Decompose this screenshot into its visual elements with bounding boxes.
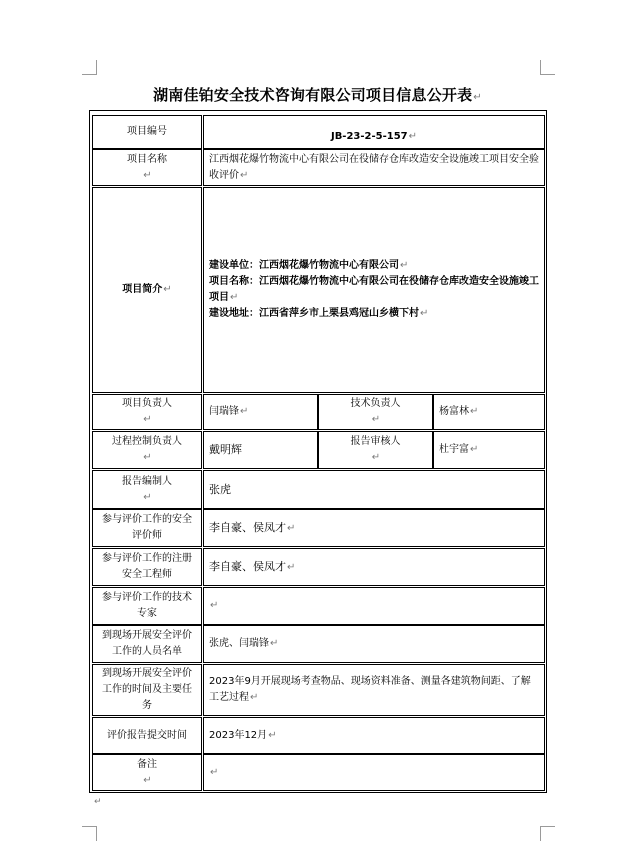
- label-project-lead: 项目负责人 ↵: [92, 394, 202, 430]
- value-onsite-personnel: 张虎、闫瑞锋↵: [203, 625, 545, 663]
- document-title: [0, 84, 635, 105]
- label-process-lead: 过程控制负责人 ↵: [92, 431, 202, 469]
- label-project-number: 项目编号: [92, 115, 202, 149]
- value-process-lead: 戴明辉: [203, 431, 318, 469]
- value-onsite-time-tasks: 2023年9月开展现场考查物品、现场资料准备、测量各建筑物间距、了解工艺过程↵: [203, 664, 545, 716]
- label-safety-assessors: 参与评价工作的安全评价师: [92, 509, 202, 547]
- label-onsite-personnel: 到现场开展安全评价工作的人员名单: [92, 625, 202, 663]
- crop-mark-top-left: [82, 60, 97, 75]
- title-text: 湖南佳铂安全技术咨询有限公司项目信息公开表: [153, 86, 473, 104]
- label-report-author: 报告编制人 ↵: [92, 470, 202, 509]
- paragraph-mark: ↵: [473, 92, 482, 103]
- label-onsite-time-tasks: 到现场开展安全评价工作的时间及主要任务: [92, 664, 202, 716]
- label-report-reviewer: 报告审核人 ↵: [318, 431, 433, 469]
- label-tech-lead: 技术负责人 ↵: [318, 394, 433, 430]
- crop-mark-bottom-left: [82, 826, 97, 841]
- end-paragraph-mark: ↵: [94, 797, 102, 807]
- value-submit-time: 2023年12月↵: [203, 717, 545, 754]
- value-safety-engineers: 李自豪、侯凤才↵: [203, 548, 545, 586]
- value-remarks: ↵: [203, 754, 545, 791]
- value-report-author: 张虎: [203, 470, 545, 509]
- intro-line-1: 建设单位：江西烟花爆竹物流中心有限公司↵: [209, 260, 409, 271]
- label-tech-experts: 参与评价工作的技术专家: [92, 587, 202, 625]
- value-project-lead: 闫瑞锋↵: [203, 394, 318, 430]
- value-tech-experts: ↵: [203, 587, 545, 625]
- value-project-intro: [203, 187, 545, 393]
- info-table: [89, 110, 547, 793]
- value-project-name: 江西烟花爆竹物流中心有限公司在役储存仓库改造安全设施竣工项目安全验收评价↵: [203, 149, 545, 186]
- value-safety-assessors: 李自豪、侯凤才↵: [203, 509, 545, 547]
- value-tech-lead: 杨富林↵: [433, 394, 545, 430]
- crop-mark-top-right: [540, 60, 555, 75]
- crop-mark-bottom-right: [540, 826, 555, 841]
- label-project-intro: 项目简介 ↵: [92, 187, 202, 393]
- value-report-reviewer: 杜宇富↵: [433, 431, 545, 469]
- value-project-number: JB-23-2-5-157 ↵: [203, 115, 545, 149]
- label-submit-time: 评价报告提交时间: [92, 717, 202, 754]
- label-safety-engineers: 参与评价工作的注册安全工程师: [92, 548, 202, 586]
- label-project-name: 项目名称 ↵: [92, 149, 202, 186]
- intro-line-3: 建设地址：江西省萍乡市上栗县鸡冠山乡横下村↵: [209, 308, 429, 319]
- intro-line-2: 项目名称：江西烟花爆竹物流中心有限公司在役储存仓库改造安全设施竣工项目↵: [209, 276, 539, 303]
- label-remarks: 备注 ↵: [92, 754, 202, 791]
